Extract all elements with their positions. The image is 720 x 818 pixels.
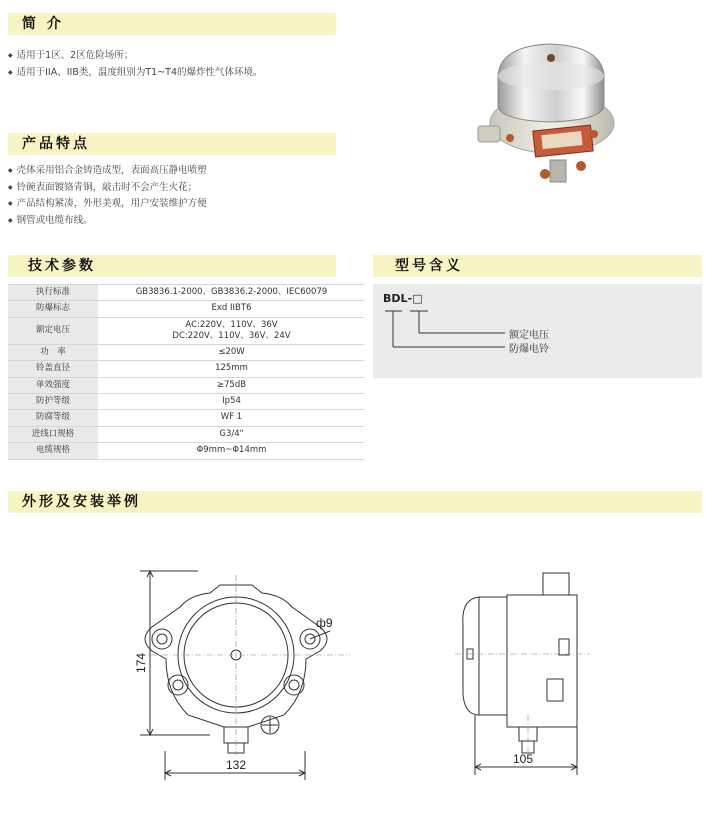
features-title: 产品特点 [22,136,90,152]
table-row [8,344,364,360]
table-row [8,317,364,344]
table-row [8,301,364,317]
spec-value: Exd IIBT6 [99,301,365,317]
table-row [8,285,364,301]
dim-width-label: 132 [226,758,247,772]
model-box [373,284,702,378]
spec-value-ac: AC:220V、110V、36V [185,319,278,330]
list-item: ◆ 壳体采用铝合金铸造成型，表面高压静电喷塑 [8,163,207,180]
spec-label: 电缆规格 [8,443,99,459]
dim-side-label: 105 [513,752,534,766]
spec-label: 功 率 [8,344,99,360]
spec-value: Ip54 [99,394,365,410]
dim-hole-label: ф9 [316,616,333,630]
table-row [8,426,364,442]
spec-value: 125mm [99,361,365,377]
table-row [8,361,364,377]
spec-value: WF 1 [99,410,365,426]
list-item: ◆ 铃碗表面镀铬青铜，敲击时不会产生火花； [8,180,207,197]
model-header-bar [373,255,702,277]
list-item: ◆ 适用于1区、2区危险场所； [8,48,263,65]
specs-title: 技术参数 [28,258,96,274]
spec-label: 铃盖直径 [8,361,99,377]
spec-value: GB3836.1-2000、GB3836.2-2000、IEC60079 [99,285,365,301]
spec-label: 防护等级 [8,394,99,410]
intro-header-bar [8,13,336,35]
model-code: BDL-□ [383,292,423,305]
spec-value: ≤20W [99,344,365,360]
spec-label: 进线口规格 [8,426,99,442]
list-item: ◆ 适用于IIA、IIB类，温度组别为T1~T4的爆炸性气体环境。 [8,65,263,82]
model-meaning-voltage: 额定电压 [509,330,549,341]
features-header-bar [8,133,336,155]
spec-value [99,317,365,344]
list-item: ◆ 产品结构紧凑，外形美观，用户安装维护方便 [8,196,207,213]
front-view-drawing [120,555,370,785]
list-item: ◆ 钢管或电缆布线。 [8,213,207,230]
spec-label: 额定电压 [8,317,99,344]
drawing-header-bar [8,491,702,513]
side-view-drawing [455,555,595,785]
spec-label: 防爆标志 [8,301,99,317]
spec-value: G3/4" [99,426,365,442]
product-photo [470,28,630,198]
table-row [8,394,364,410]
spec-value: ≥75dB [99,377,365,393]
spec-value-dc: DC:220V、110V、36V、24V [172,330,291,341]
spec-label: 执行标准 [8,285,99,301]
intro-title: 简 介 [22,16,64,32]
table-row [8,443,364,459]
model-title: 型号含义 [395,258,463,274]
table-row [8,377,364,393]
specs-table [8,284,364,460]
spec-label: 防腐等级 [8,410,99,426]
model-meaning-type: 防爆电铃 [509,344,549,355]
intro-list [8,48,263,81]
spec-value: Φ9mm~Φ14mm [99,443,365,459]
dim-height-label: 174 [134,652,148,673]
spec-label: 单效强度 [8,377,99,393]
features-list [8,163,207,229]
specs-header-bar [8,255,336,277]
table-row [8,410,364,426]
drawing-title: 外形及安装举例 [22,494,141,510]
